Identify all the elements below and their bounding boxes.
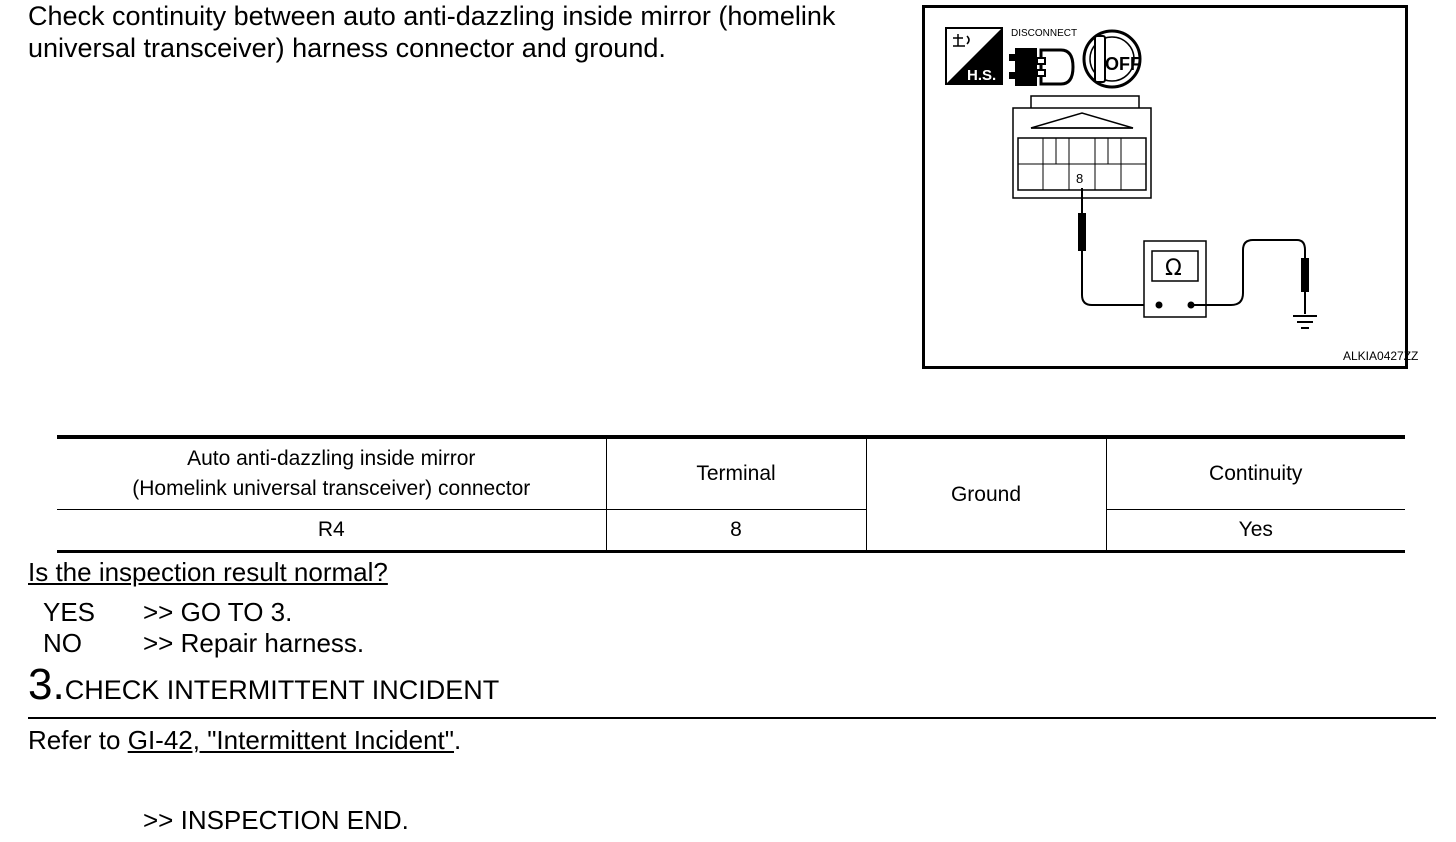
cell-connector: R4 [57,510,606,552]
ignition-off-icon [1084,31,1141,87]
cell-terminal: 8 [606,510,866,552]
answer-yes: YES >> GO TO 3. [43,597,293,627]
header-terminal: Terminal [606,437,866,510]
table-header-row [57,437,1405,510]
svg-text:Ω: Ω [1165,256,1182,281]
hs-icon [946,28,1002,84]
figure-code: ALKIA0427ZZ [1343,349,1419,363]
step-divider [28,717,1436,719]
step-heading [28,660,499,710]
reference-text: Refer to GI-42, "Intermittent Incident". [28,725,462,755]
disconnect-icon [1009,28,1077,86]
continuity-spec-table [57,435,1405,553]
inspection-end: >> INSPECTION END. [143,805,409,835]
svg-text:H.S.: H.S. [967,67,997,84]
instruction-text: Check continuity between auto anti-dazzling inside mirror (homelink universal transceiver) harness connector and ground. [28,1,836,63]
inspection-question: Is the inspection result normal? [28,557,388,587]
cell-continuity: Yes [1106,510,1405,552]
svg-text:OFF: OFF [1105,54,1141,74]
step-title: CHECK INTERMITTENT INCIDENT [64,675,500,705]
answer-no: NO >> Repair harness. [43,628,365,658]
header-ground: Ground [866,437,1106,552]
right-probe [1191,240,1309,314]
ground-symbol [1293,316,1317,328]
step-number: 3. [28,660,65,709]
svg-text:8: 8 [1076,171,1084,186]
header-connector: Auto anti-dazzling inside mirror (Homelink universal transceiver) connector [57,437,606,510]
svg-text:DISCONNECT: DISCONNECT [1011,28,1078,39]
continuity-check-figure [922,5,1419,369]
header-continuity: Continuity [1106,437,1405,510]
harness-connector [1013,96,1151,198]
reference-link[interactable]: GI-42, "Intermittent Incident" [127,725,454,755]
table-row [57,510,1405,552]
